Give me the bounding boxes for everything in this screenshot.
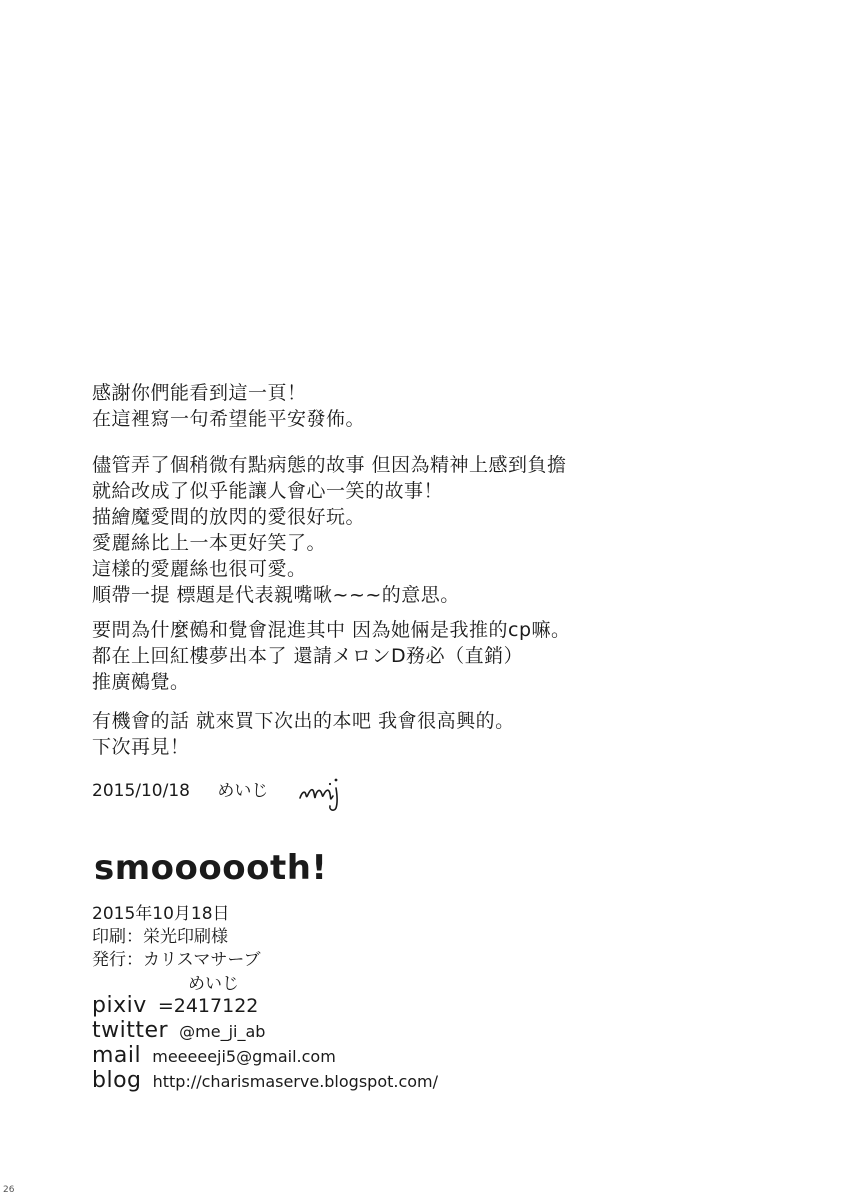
handwritten-signature: [296, 768, 356, 814]
text-line: 描繪魔愛間的放閃的愛很好玩。: [92, 506, 366, 528]
pixiv-id: =2417122: [157, 995, 259, 1017]
page-number: 26: [3, 1185, 15, 1195]
contact-blog: [92, 1068, 438, 1093]
text-line: 這樣的愛麗絲也很可愛。: [92, 558, 307, 580]
text-line: 推廣鵺覺。: [92, 671, 190, 693]
text-line: 有機會的話 就來買下次出的本吧 我會很高興的。: [92, 710, 515, 732]
text-line: 在這裡寫一句希望能平安發佈。: [92, 408, 366, 430]
publisher-credit: 発行：カリスマサーブ: [92, 950, 261, 970]
contact-pixiv: [92, 993, 258, 1018]
text-line: 感謝你們能看到這一頁！: [92, 382, 307, 404]
afterword-paragraph-1: [92, 380, 732, 432]
afterword-paragraph-3: [92, 617, 732, 695]
pixiv-label: pixiv: [92, 993, 147, 1018]
publication-date: 2015年10月18日: [92, 904, 230, 924]
text-line: 下次再見！: [92, 736, 190, 758]
afterword-signoff: [92, 780, 268, 802]
afterword-paragraph-4: [92, 708, 732, 760]
blog-url: http://charismaserve.blogspot.com/: [152, 1072, 439, 1091]
twitter-label: twitter: [92, 1018, 169, 1043]
text-line: 就給改成了似乎能讓人會心一笑的故事！: [92, 480, 444, 502]
printer-credit: 印刷：栄光印刷様: [92, 927, 228, 947]
text-line: 都在上回紅樓夢出本了 還請メロンD務必（直銷）: [92, 645, 524, 667]
afterword-paragraph-2: [92, 452, 732, 608]
contact-twitter: [92, 1018, 265, 1043]
text-line: 要問為什麼鵺和覺會混進其中 因為她倆是我推的cp嘛。: [92, 619, 571, 641]
text-line: 愛麗絲比上一本更好笑了。: [92, 532, 327, 554]
afterword-date: 2015/10/18: [92, 781, 190, 801]
blog-label: blog: [92, 1068, 142, 1093]
mail-address: meeeeeji5@gmail.com: [152, 1047, 336, 1066]
book-title: smoooooth!: [94, 848, 328, 888]
afterword-author: めいじ: [217, 781, 269, 801]
colophon-author: めいじ: [188, 974, 239, 994]
text-line: 儘管弄了個稍微有點病態的故事 但因為精神上感到負擔: [92, 454, 567, 476]
text-line: 順帶一提 標題是代表親嘴啾~~~的意思。: [92, 584, 460, 606]
contact-mail: [92, 1043, 336, 1068]
mail-label: mail: [92, 1043, 142, 1068]
twitter-handle: @me_ji_ab: [179, 1022, 266, 1041]
